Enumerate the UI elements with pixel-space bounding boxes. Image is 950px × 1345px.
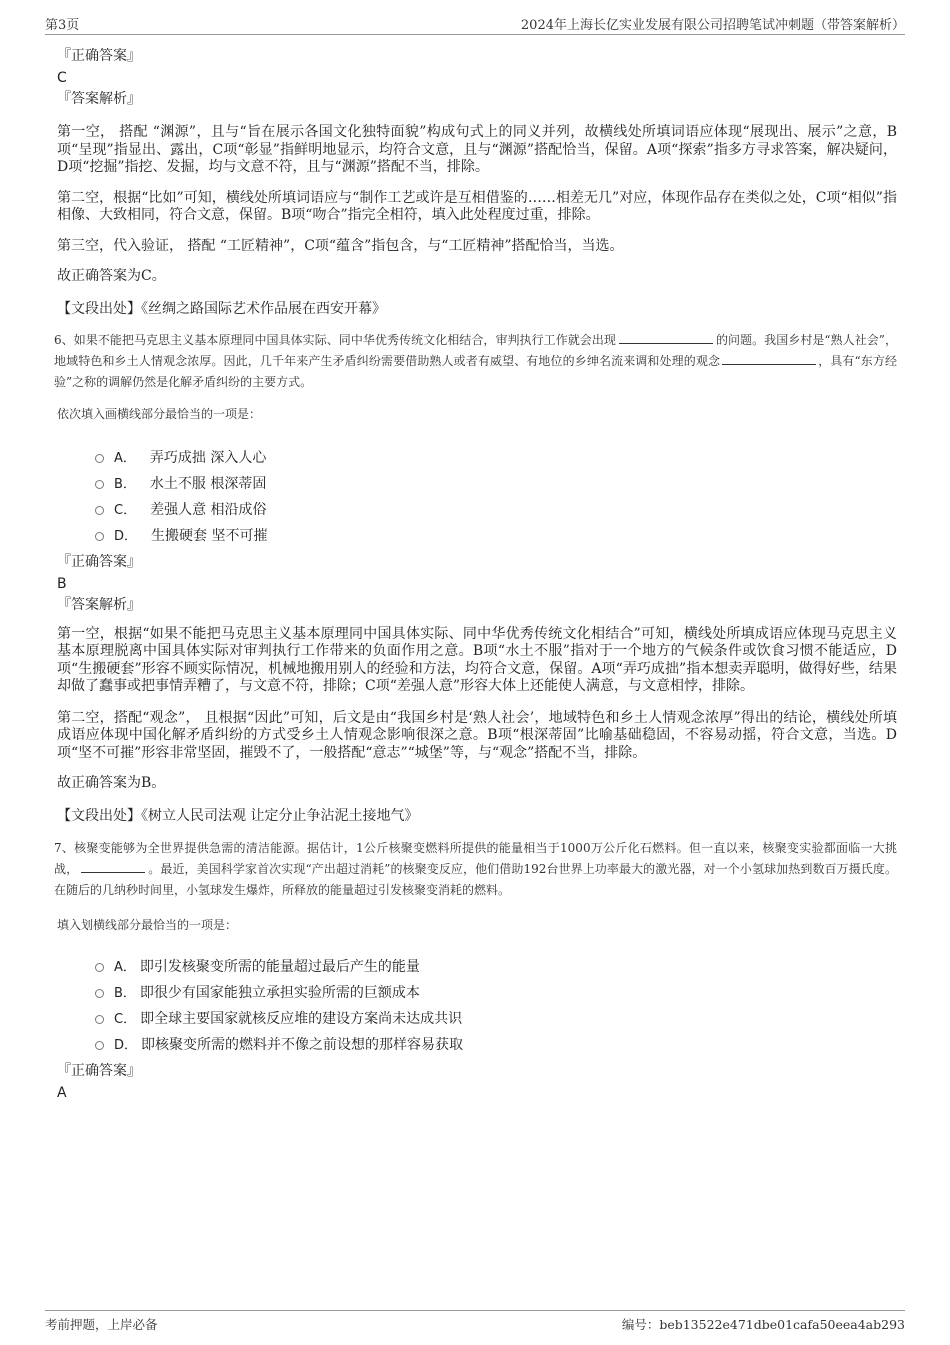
page-number: 第3页 bbox=[45, 18, 80, 33]
radio-icon[interactable] bbox=[95, 963, 104, 972]
document-serial: 编号：beb13522e471dbe01cafa50eea4ab293 bbox=[621, 1317, 905, 1332]
analysis-paragraph: 第二空，根据“比如”可知，横线处所填词语应与“制作工艺或许是互相借鉴的……相差无几”对应，体现作品存在类似之处，C项“相似”指相像、大致相同，符合文意，保留。B项“吻合”指完全相符，填入此处程度过重，排除。 bbox=[57, 189, 897, 223]
analysis-conclusion: 故正确答案为B。 bbox=[57, 775, 166, 791]
answer-label: 『正确答案』 bbox=[57, 48, 141, 64]
page-header bbox=[45, 14, 905, 35]
page-content bbox=[54, 46, 897, 1104]
page-footer bbox=[45, 1310, 905, 1333]
document-title: 2024年上海长亿实业发展有限公司招聘笔试冲刺题（带答案解析） bbox=[520, 18, 905, 33]
option-d[interactable]: D． 生搬硬套 坚不可摧 bbox=[95, 522, 897, 548]
option-d[interactable]: D． 即核聚变所需的燃料并不像之前设想的那样容易获取 bbox=[95, 1031, 897, 1057]
analysis-label: 『答案解析』 bbox=[57, 596, 141, 613]
option-a[interactable]: A． 弄巧成拙 深入人心 bbox=[95, 444, 897, 470]
answer-value: B bbox=[57, 575, 67, 592]
radio-icon[interactable] bbox=[95, 1015, 104, 1024]
fill-blank bbox=[81, 860, 145, 873]
radio-icon[interactable] bbox=[95, 506, 104, 515]
option-a[interactable]: A． 即引发核聚变所需的能量超过最后产生的能量 bbox=[95, 953, 897, 979]
options-list bbox=[57, 444, 897, 548]
analysis-paragraph: 第一空， 搭配 “渊源”，且与“旨在展示各国文化独特面貌”构成句式上的同义并列，故横线处所填词语应体现“展现出、展示”之意，B项“呈现”指显出、露出，C项“彰显”指鲜明地显示，均符合文意，且与“渊源”搭配恰当，保留。A项“探索”指多方寻求答案，解决疑问，D项“挖掘”指挖、发掘，均与文意不符，且与“渊源”搭配不当，排除。 bbox=[57, 124, 897, 175]
option-c[interactable]: C． 即全球主要国家就核反应堆的建设方案尚未达成共识 bbox=[95, 1005, 897, 1031]
radio-icon[interactable] bbox=[95, 480, 104, 489]
footer-motto: 考前押题，上岸必备 bbox=[45, 1317, 158, 1332]
radio-icon[interactable] bbox=[95, 532, 104, 541]
fill-blank bbox=[722, 352, 816, 365]
answer-value: C bbox=[57, 70, 67, 86]
analysis-conclusion: 故正确答案为C。 bbox=[57, 268, 166, 284]
radio-icon[interactable] bbox=[95, 454, 104, 463]
source-citation: 【文段出处】《丝绸之路国际艺术作品展在西安开幕》 bbox=[57, 300, 386, 317]
option-c[interactable]: C． 差强人意 相沿成俗 bbox=[95, 496, 897, 522]
answer-value: A bbox=[57, 1084, 67, 1101]
radio-icon[interactable] bbox=[95, 1041, 104, 1050]
radio-icon[interactable] bbox=[95, 989, 104, 998]
option-b[interactable]: B． 水土不服 根深蒂固 bbox=[95, 470, 897, 496]
source-citation: 【文段出处】《树立人民司法观 让定分止争沾泥土接地气》 bbox=[57, 807, 419, 824]
answer-label: 『正确答案』 bbox=[57, 553, 141, 570]
question-instruction: 填入划横线部分最恰当的一项是： bbox=[57, 917, 238, 932]
analysis-label: 『答案解析』 bbox=[57, 91, 141, 107]
analysis-paragraph: 第一空，根据“如果不能把马克思主义基本原理同中国具体实际、同中华优秀传统文化相结合”可知，横线处所填成语应体现马克思主义基本原理脱离中国具体实际对审判执行工作带来的负面作用之意。B项“水土不服”指对于一个地方的气候条件或饮食习惯不能适应，D项“生搬硬套”形容不顾实际情况，机械地搬用别人的经验和方法，均符合文意，保留。A项“弄巧成拙”指本想卖弄聪明，做得好些，结果却做了蠢事或把事情弄糟了，与文意不符，排除；C项“差强人意”形容大体上还能使人满意，与文意相悖，排除。 bbox=[57, 625, 897, 694]
question-stem: 7、核聚变能够为全世界提供急需的清洁能源。据估计，1公斤核聚变燃料所提供的能量相当于1000万公斤化石燃料。但一直以来，核聚变实验都面临一大挑战， 。最近，美国科学家首次实现“产出超过消耗”的核聚变反应，他们借助192台世界上功率最大的激光器，对一个小氢球加热到数百万摄氏度。在随后的几纳秒时间里，小氢球发生爆炸，所释放的能量超过引发核聚变消耗的燃料。 bbox=[54, 840, 897, 897]
answer-label: 『正确答案』 bbox=[57, 1062, 141, 1079]
options-list bbox=[57, 953, 897, 1057]
analysis-paragraph: 第三空，代入验证， 搭配 “工匠精神”，C项“蕴含”指包含，与“工匠精神”搭配恰当，当选。 bbox=[57, 237, 624, 254]
option-b[interactable]: B． 即很少有国家能独立承担实验所需的巨额成本 bbox=[95, 979, 897, 1005]
question-stem: 6、如果不能把马克思主义基本原理同中国具体实际、同中华优秀传统文化相结合，审判执行工作就会出现 的问题。我国乡村是“熟人社会”，地域特色和乡土人情观念浓厚。因此，几千年来产生矛盾纠纷需要借助熟人或者有威望、有地位的乡绅名流来调和处理的观念 ，具有“东方经验”之称的调解仍然是化解矛盾纠纷的主要方式。 bbox=[54, 332, 897, 389]
fill-blank bbox=[619, 331, 713, 344]
analysis-paragraph: 第二空，搭配“观念”， 且根据“因此”可知，后文是由“我国乡村是‘熟人社会’，地域特色和乡土人情观念浓厚”得出的结论，横线处所填成语应体现中国化解矛盾纠纷的方式受乡土人情观念影响很深之意。B项“根深蒂固”比喻基础稳固，不容易动摇，符合文意，当选。D项“坚不可摧”形容非常坚固，摧毁不了，一般搭配“意志”“城堡”等，与“观念”搭配不当，排除。 bbox=[57, 709, 897, 761]
question-instruction: 依次填入画横线部分最恰当的一项是： bbox=[57, 406, 262, 421]
